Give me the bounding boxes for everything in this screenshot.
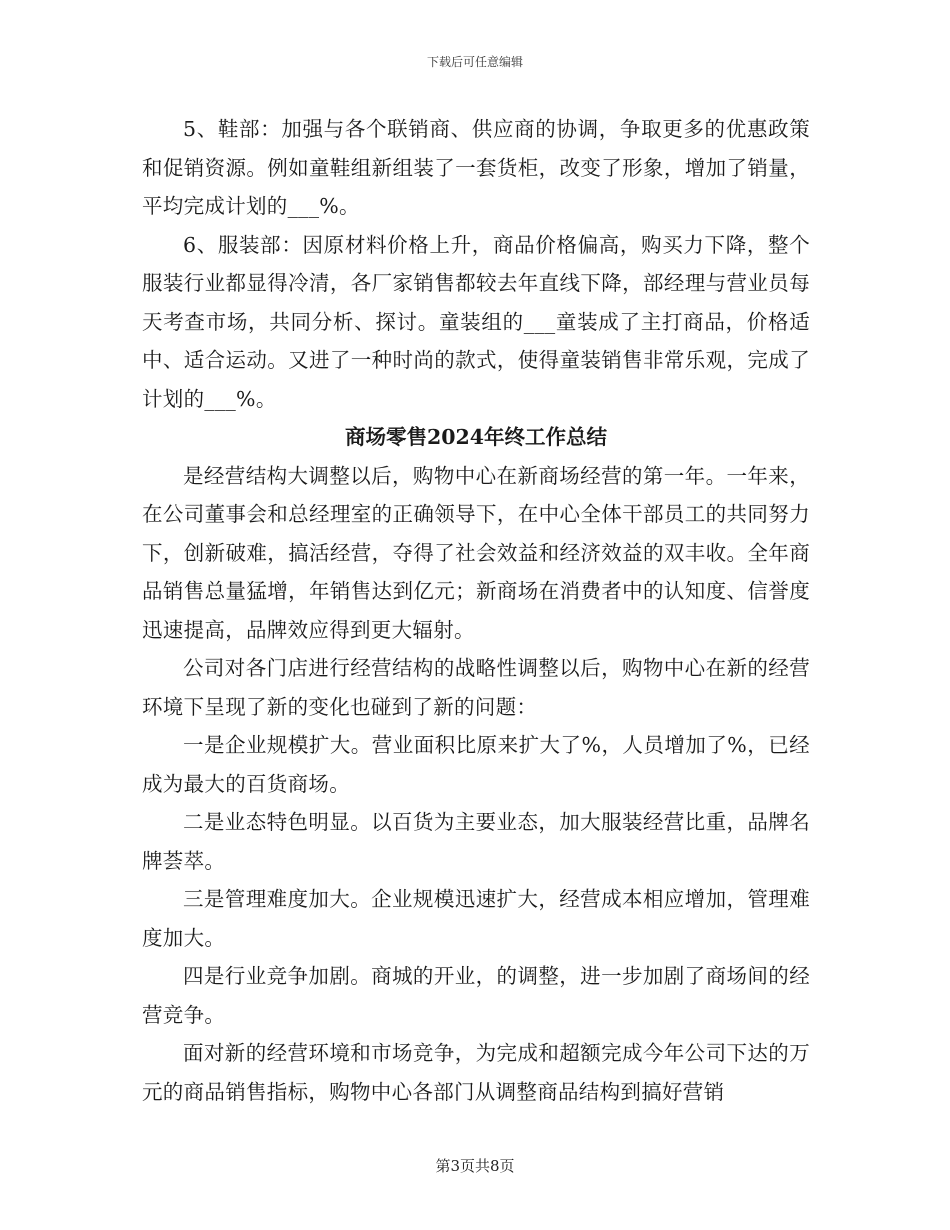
section-title: 商场零售2024年终工作总结 (344, 425, 608, 449)
paragraph-response: 面对新的经营环境和市场竞争，为完成和超额完成今年公司下达的万元的商品销售指标，购物中心各部门从调整商品结构到搞好营销 (142, 1041, 810, 1104)
paragraph-point-2: 二是业态特色明显。以百货为主要业态，加大服装经营比重，品牌名牌荟萃。 (142, 810, 810, 873)
paragraph-shoe-dept: 5、鞋部：加强与各个联销商、供应商的协调，争取更多的优惠政策和促销资源。例如童鞋组新组装了一套货柜，改变了形象，增加了销量，平均完成计划的___%。 (142, 117, 810, 218)
paragraph-restructure: 公司对各门店进行经营结构的战略性调整以后，购物中心在新的经营环境下呈现了新的变化也碰到了新的问题： (142, 656, 810, 719)
paragraph-point-1: 一是企业规模扩大。营业面积比原来扩大了%，人员增加了%，已经成为最大的百货商场。 (142, 733, 810, 796)
paragraph-point-3: 三是管理难度加大。企业规模迅速扩大，经营成本相应增加，管理难度加大。 (142, 887, 810, 950)
paragraph-point-4: 四是行业竞争加剧。商城的开业，的调整，进一步加剧了商场间的经营竞争。 (142, 964, 810, 1027)
paragraph-clothing-dept: 6、服装部：因原材料价格上升，商品价格偏高，购买力下降，整个服装行业都显得冷清，各厂家销售都较去年直线下降，部经理与营业员每天考查市场，共同分析、探讨。童装组的___童装成了主打商品，价格适中、适合运动。又进了一种时尚的款式，使得童装销售非常乐观，完成了计划的___%。 (142, 232, 810, 411)
page-header: 下载后可任意编辑 (426, 55, 523, 69)
paragraph-intro: 是经营结构大调整以后，购物中心在新商场经营的第一年。一年来，在公司董事会和总经理室的正确领导下，在中心全体干部员工的共同努力下，创新破难，搞活经营，夺得了社会效益和经济效益的双丰收。全年商品销售总量猛增，年销售达到亿元；新商场在消费者中的认知度、信誉度迅速提高，品牌效应得到更大辐射。 (142, 463, 810, 642)
document-body (142, 110, 810, 1111)
page-number: 第3页共8页 (435, 1157, 515, 1175)
